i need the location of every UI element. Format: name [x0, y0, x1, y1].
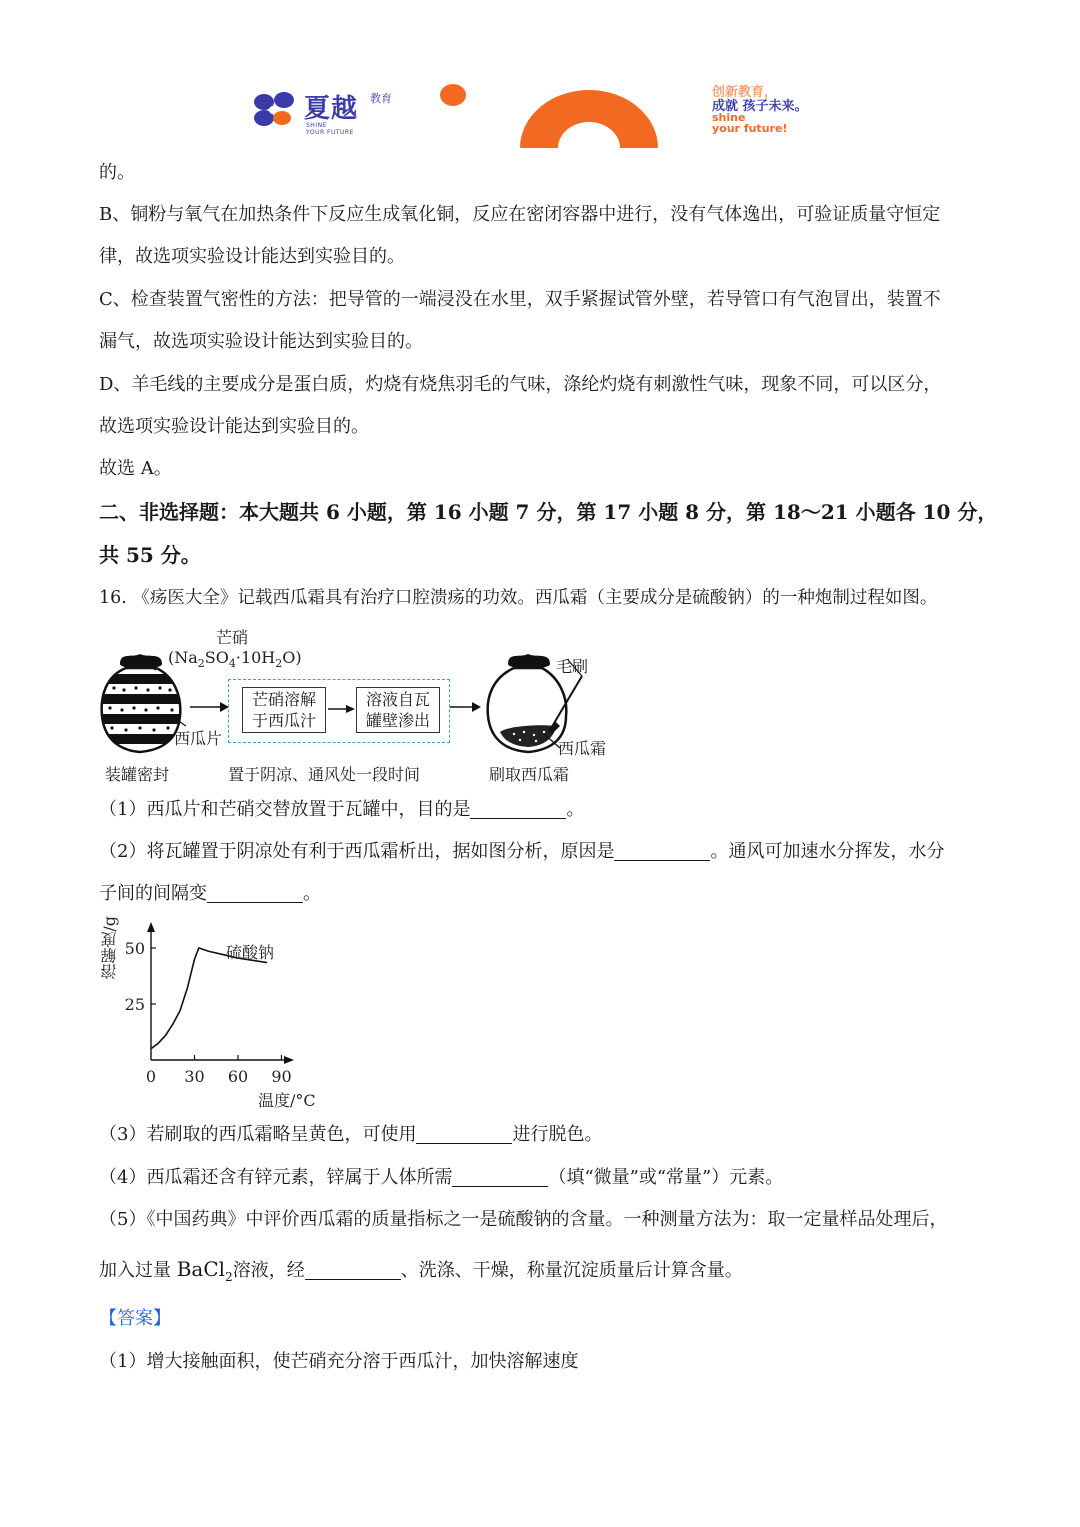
mirabilite-label: 芒硝	[216, 628, 249, 647]
series-label: 硫酸钠	[226, 943, 275, 962]
step-box-dissolve: 芒硝溶解 于西瓜汁	[242, 687, 326, 733]
brand-sub-2: YOUR FUTURE	[306, 129, 354, 136]
brand-sup: 教育	[370, 92, 392, 105]
slogan-line-1: 创新教育，	[712, 85, 778, 100]
orange-dot-icon	[438, 82, 468, 108]
question-16-5-line-2: 加入过量 BaCl$_2$溶液，经 、洗涤、干燥，称量沉淀质量后计算含量。	[99, 1257, 743, 1284]
option-d-line-1: D、羊毛线的主要成分是蛋白质，灼烧有烧焦羽毛的气味，涤纶灼烧有刺激性气味，现象不同，可以区分，	[99, 374, 942, 395]
flower-logo-icon	[252, 90, 300, 130]
step-box-seep: 溶液自瓦 罐壁渗出	[356, 687, 440, 733]
y-axis-arrow	[147, 922, 155, 932]
option-d-line-2: 故选项实验设计能达到实验目的。	[99, 416, 369, 437]
question-16-5-line-1: （5）《中国药典》中评价西瓜霜的质量指标之一是硫酸钠的含量。一种测量方法为：取一定量样品处理后，	[99, 1209, 948, 1230]
caption-brush-frost: 刷取西瓜霜	[489, 765, 570, 784]
arrow-right-icon	[328, 703, 356, 715]
watermelon-slice-label: 西瓜片	[174, 729, 223, 748]
y-tick-label-50: 50	[124, 939, 145, 958]
x-tick-label-60: 60	[227, 1067, 249, 1086]
question-16-2-line-2: 子间的间隔变 。	[99, 883, 321, 904]
question-16-4: （4）西瓜霜还含有锌元素，锌属于人体所需 （填“微量”或“常量”）元素。	[99, 1167, 784, 1188]
brand-sub-1: SHINE	[306, 122, 327, 129]
answer-blank-2b[interactable]	[207, 882, 303, 903]
option-b-line-2: 律，故选项实验设计能达到实验目的。	[99, 246, 405, 267]
chart-series	[151, 948, 267, 1049]
choice-conclusion: 故选 A。	[99, 458, 172, 479]
question-16-3: （3）若刷取的西瓜霜略呈黄色，可使用 进行脱色。	[99, 1124, 603, 1145]
caption-shade-ventilate: 置于阴凉、通风处一段时间	[228, 765, 421, 784]
slogan-line-3a: shine	[712, 111, 746, 125]
bacl2-formula: BaCl$_2$	[176, 1257, 233, 1284]
section-heading-line-1: 二、非选择题：本大题共 6 小题，第 16 小题 7 分，第 17 小题 8 分，第 18～21 小题各 10 分，	[99, 500, 998, 524]
mirabilite-formula: $(Na_2SO_4\cdot 10H_2O)$	[168, 648, 302, 671]
answer-blank-4[interactable]	[452, 1166, 548, 1187]
option-c-line-2: 漏气，故选项实验设计能达到实验目的。	[99, 331, 423, 352]
option-c-line-1: C、检查装置气密性的方法：把导管的一端浸没在水里，双手紧握试管外壁，若导管口有气泡冒出，装置不	[99, 289, 941, 310]
answer-blank-3[interactable]	[416, 1123, 512, 1144]
question-16-2-line-1: （2）将瓦罐置于阴凉处有利于西瓜霜析出，据如图分析，原因是 。通风可加速水分挥发，水分	[99, 841, 945, 862]
series-line-0	[151, 948, 267, 1049]
slogan-line-2: 成就 孩子未来。	[712, 98, 808, 114]
section-heading-line-2: 共 55 分。	[99, 543, 201, 567]
slogan-line-3b: your future!	[712, 121, 788, 135]
caption-seal-jar: 装罐密封	[105, 765, 170, 784]
text-fragment: 的。	[99, 162, 135, 183]
answer-tag: 【答案】	[99, 1308, 171, 1329]
question-16-stem: 16. 《疡医大全》记载西瓜霜具有治疗口腔溃疡的功效。西瓜霜（主要成分是硫酸钠）的一种炮制过程如图。	[99, 588, 938, 608]
frost-label: 西瓜霜	[558, 739, 607, 758]
arrow-right-icon	[190, 700, 230, 714]
answer-blank-2a[interactable]	[614, 840, 710, 861]
x-axis-label: 温度/°C	[258, 1091, 316, 1110]
brand-logo	[252, 84, 402, 140]
y-tick-label-25: 25	[124, 995, 145, 1014]
orange-arch-icon	[518, 88, 660, 150]
answer-blank-5[interactable]	[305, 1259, 401, 1280]
x-tick-label-90: 90	[271, 1067, 292, 1086]
answer-blank-1[interactable]	[470, 798, 566, 819]
answer-1: （1）增大接触面积，使芒硝充分溶于西瓜汁，加快溶解速度	[99, 1351, 579, 1372]
y-axis-label: 溶解度/g	[100, 916, 119, 980]
x-tick-label-30: 30	[184, 1067, 205, 1086]
option-b-line-1: B、铜粉与氧气在加热条件下反应生成氧化铜，反应在密闭容器中进行，没有气体逸出，可验证质量守恒定	[99, 204, 941, 225]
brush-label: 毛刷	[556, 657, 589, 676]
brand-name: 夏越	[304, 94, 359, 124]
x-axis-arrow	[284, 1056, 294, 1064]
slogan	[712, 86, 808, 134]
question-16-1: （1）西瓜片和芒硝交替放置于瓦罐中，目的是 。	[99, 799, 585, 820]
x-tick-label-0: 0	[145, 1067, 157, 1086]
